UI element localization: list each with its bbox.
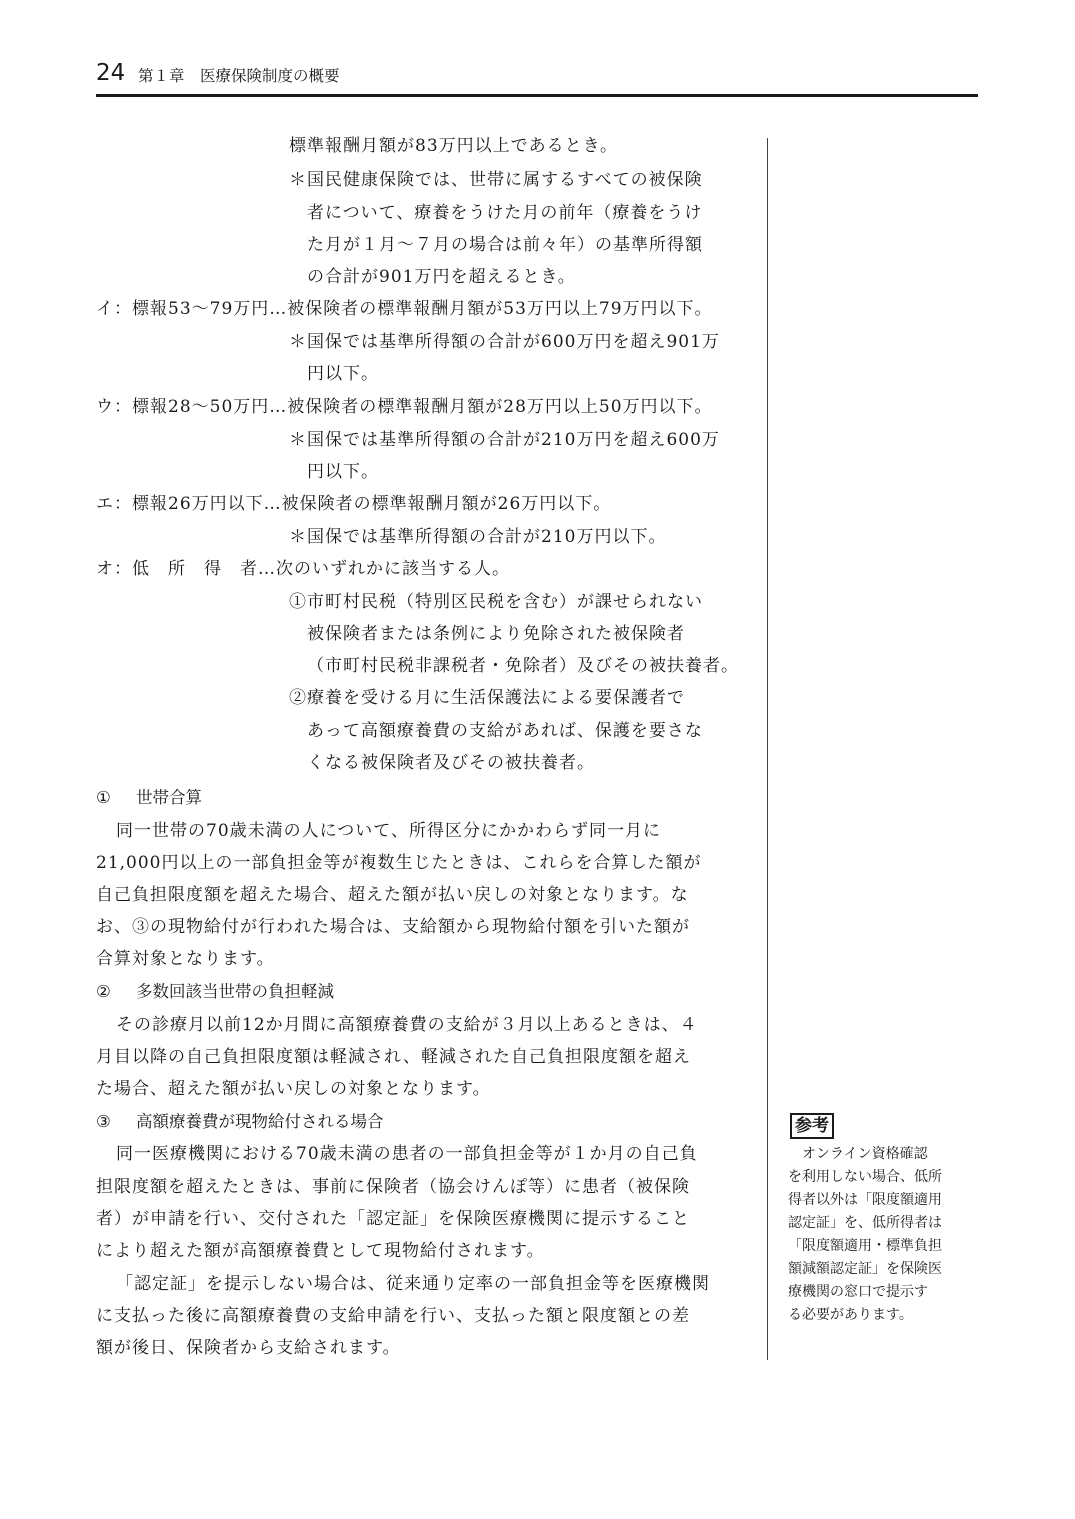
chapter-label: 第１章 [138,67,185,85]
section-heading [96,980,334,1004]
section-title: 世帯合算 [136,788,202,807]
section-title: 高額療養費が現物給付される場合 [136,1112,384,1131]
sidebar-note-line: 額減額認定証」を保険医 [788,1261,942,1277]
section-title: 多数回該当世帯の負担軽減 [136,982,334,1001]
body-line: 「認定証」を提示しない場合は、従来通り定率の一部負担金等を医療機関 [116,1274,710,1294]
body-line: その診療月以前12か月間に高額療養費の支給が３月以上あるときは、４ [116,1015,698,1035]
body-line: 自己負担限度額を超えた場合、超えた額が払い戻しの対象となります。な [96,885,689,905]
body-line: あって高額療養費の支給があれば、保護を要さな [307,721,703,741]
section-heading [96,786,202,810]
body-line: 額が後日、保険者から支給されます。 [96,1338,401,1358]
body-line: 同一世帯の70歳未満の人について、所得区分にかかわらず同一月に [116,821,661,841]
bracket-line: ウ：標報28～50万円…被保険者の標準報酬月額が28万円以上50万円以下。 [96,397,713,417]
body-line: 月目以降の自己負担限度額は軽減され、軽減された自己負担限度額を超え [96,1047,692,1067]
body-line: ＊国保では基準所得額の合計が210万円を超え600万 [289,430,720,450]
body-line: 合算対象となります。 [96,949,275,969]
body-line: ＊国保では基準所得額の合計が600万円を超え901万 [289,332,720,352]
body-line: に支払った後に高額療養費の支給申請を行い、支払った額と限度額との差 [96,1306,690,1326]
sidebar-note-line: 「限度額適用・標準負担 [788,1238,942,1254]
body-line: （市町村民税非課税者・免除者）及びその被扶養者。 [307,656,739,676]
sidebar-note-line: 認定証」を、低所得者は [788,1215,942,1231]
section-number: ① [96,788,111,807]
body-line: 円以下。 [307,462,379,482]
body-line: の合計が901万円を超えるとき。 [307,267,576,287]
sidebar-note-line: を利用しない場合、低所 [788,1169,942,1185]
section-number: ② [96,982,111,1001]
section-number: ③ [96,1112,111,1131]
column-divider [767,138,768,1360]
body-line: ＊国民健康保険では、世帯に属するすべての被保険 [289,170,703,190]
body-line: 標準報酬月額が83万円以上であるとき。 [289,136,618,156]
body-line: により超えた額が高額療養費として現物給付されます。 [96,1241,545,1261]
page-header [96,60,978,96]
body-line: ②療養を受ける月に生活保護法による要保護者で [289,688,685,708]
bracket-line: エ：標報26万円以下…被保険者の標準報酬月額が26万円以下。 [96,494,612,514]
page-number: 24 [96,60,126,86]
sidebar-note-line: る必要があります。 [788,1307,913,1323]
body-line: 21,000円以上の一部負担金等が複数生じたときは、これらを合算した額が [96,853,702,873]
body-line: くなる被保険者及びその被扶養者。 [307,753,595,773]
body-line: 担限度額を超えたときは、事前に保険者（協会けんぽ等）に患者（被保険 [96,1177,690,1197]
bracket-line: オ：低 所 得 者…次のいずれかに該当する人。 [96,559,510,579]
sidebar-note-line: 療機関の窓口で提示す [788,1284,928,1300]
body-line: 同一医療機関における70歳未満の患者の一部負担金等が１か月の自己負 [116,1144,698,1164]
body-line: お、③の現物給付が行われた場合は、支給額から現物給付額を引いた額が [96,917,690,937]
body-line: 者）が申請を行い、交付された「認定証」を保険医療機関に提示すること [96,1209,690,1229]
reference-label: 参考 [790,1113,834,1139]
body-line: 者について、療養をうけた月の前年（療養をうけ [307,203,703,223]
header-rule [96,94,978,97]
section-heading [96,1110,384,1134]
sidebar-note-line: オンライン資格確認 [788,1146,928,1162]
body-line: ＊国保では基準所得額の合計が210万円以下。 [289,527,667,547]
bracket-line: イ：標報53～79万円…被保険者の標準報酬月額が53万円以上79万円以下。 [96,299,713,319]
body-line: 円以下。 [307,364,379,384]
body-line: 被保険者または条例により免除された被保険者 [307,624,685,644]
chapter-title: 医療保険制度の概要 [200,67,340,85]
sidebar-note-line: 得者以外は「限度額適用 [788,1192,942,1208]
body-line: た場合、超えた額が払い戻しの対象となります。 [96,1079,491,1099]
body-line: た月が１月～７月の場合は前々年）の基準所得額 [307,235,703,255]
body-line: ①市町村民税（特別区民税を含む）が課せられない [289,592,703,612]
